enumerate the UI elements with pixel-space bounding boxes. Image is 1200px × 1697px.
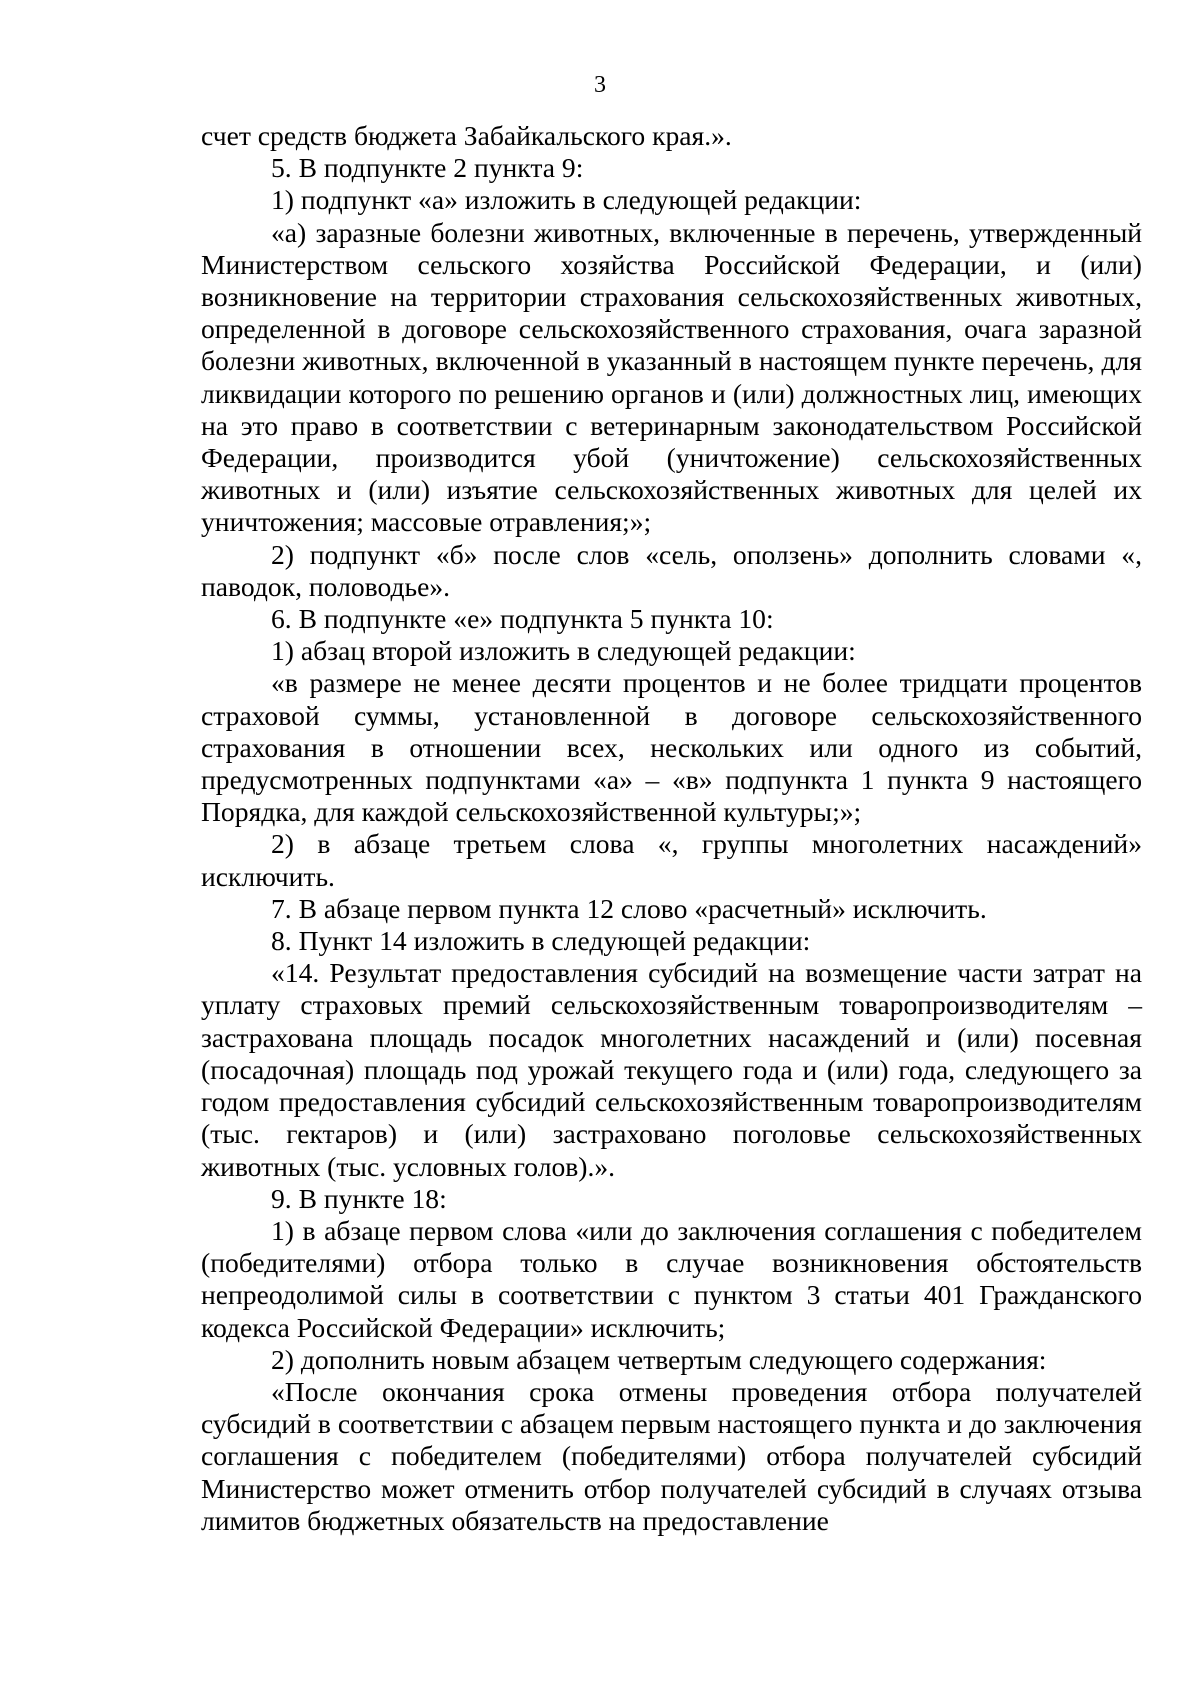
- paragraph-13: 9. В пункте 18:: [271, 1182, 447, 1214]
- paragraph-5: 2) подпункт «б» после слов «сель, оползень» дополнить словами «, паводок, половодье».: [201, 538, 1142, 602]
- paragraph-1: счет средств бюджета Забайкальского края.».: [201, 120, 732, 151]
- paragraph-4: «а) заразные болезни животных, включенные в перечень, утвержденный Министерством сельского хозяйства Российской Федерации, и (или) возникновение на территории страхования сельскохозяйственных животных, определенной в договоре сельскохозяйственного страхования, очага заразной болезни животных, включенной в указанный в настоящем пункте перечень, для ликвидации которого по решению органов и (или) должностных лиц, имеющих на это право в соответствии с ветеринарным законодательством Российской Федерации, производится убой (уничтожение) сельскохозяйственных животных и (или) изъятие сельскохозяйственных животных для целей их уничтожения; массовые отравления;»;: [201, 216, 1142, 538]
- paragraph-11: 8. Пункт 14 изложить в следующей редакции:: [271, 925, 811, 957]
- paragraph-7: 1) абзац второй изложить в следующей редакции:: [271, 635, 856, 667]
- paragraph-10: 7. В абзаце первом пункта 12 слово «расчетный» исключить.: [271, 892, 987, 924]
- paragraph-6: 6. В подпункте «е» подпункта 5 пункта 10:: [271, 603, 774, 635]
- page-number: 3: [594, 72, 606, 98]
- paragraph-16: «После окончания срока отмены проведения отбора получателей субсидий в соответствии с абзацем первым настоящего пункта и до заключения соглашения с победителем (победителями) отбора получателей субсидий Министерство может отменить отбор получателей субсидий в случаях отзыва лимитов бюджетных обязательств на предоставление: [201, 1375, 1142, 1536]
- document-body: [201, 120, 1142, 1537]
- paragraph-15: 2) дополнить новым абзацем четвертым следующего содержания:: [271, 1343, 1047, 1375]
- paragraph-3: 1) подпункт «а» изложить в следующей редакции:: [271, 184, 862, 216]
- paragraph-12: «14. Результат предоставления субсидий на возмещение части затрат на уплату страховых премий сельскохозяйственным товаропроизводителям – застрахована площадь посадок многолетних насаждений и (или) посевная (посадочная) площадь под урожай текущего года и (или) года, следующего за годом предоставления субсидий сельскохозяйственным товаропроизводителям (тыс. гектаров) и (или) застраховано поголовье сельскохозяйственных животных (тыс. условных голов).».: [201, 957, 1142, 1182]
- paragraph-2: 5. В подпункте 2 пункта 9:: [271, 152, 584, 184]
- paragraph-9: 2) в абзаце третьем слова «, группы многолетних насаждений» исключить.: [201, 828, 1142, 892]
- paragraph-8: «в размере не менее десяти процентов и не более тридцати процентов страховой суммы, установленной в договоре сельскохозяйственного страхования в отношении всех, нескольких или одного из событий, предусмотренных подпунктами «а» – «в» подпункта 1 пункта 9 настоящего Порядка, для каждой сельскохозяйственной культуры;»;: [201, 667, 1142, 828]
- paragraph-14: 1) в абзаце первом слова «или до заключения соглашения с победителем (победителями) отбора только в случае возникновения обстоятельств непреодолимой силы в соответствии с пунктом 3 статьи 401 Гражданского кодекса Российской Федерации» исключить;: [201, 1214, 1142, 1343]
